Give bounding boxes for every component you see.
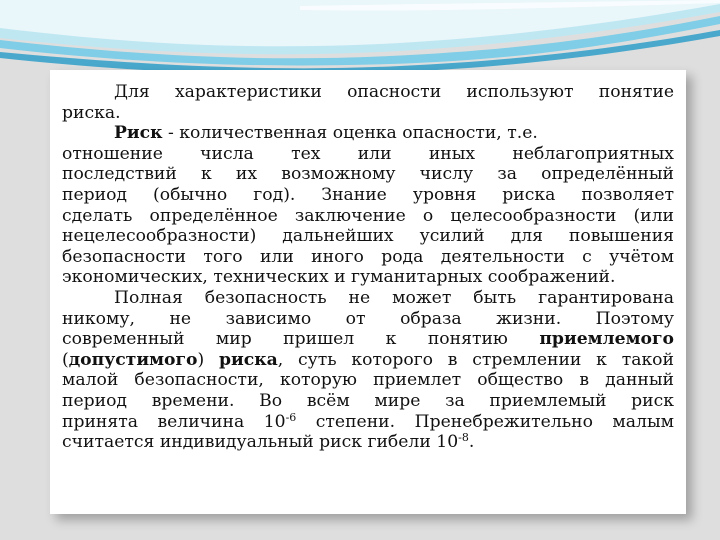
text-line: Для характеристики опасности используют понятие [114, 82, 674, 102]
text-line: нецелесообразности) дальнейших усилий для повышения [62, 226, 674, 247]
paragraph-3 [62, 288, 674, 453]
term-acceptable: приемлемого [539, 329, 674, 350]
exponent: -6 [285, 410, 297, 424]
text-line: риска. [62, 102, 121, 123]
text-line: современный мир пришел к понятию приемлемого [62, 329, 674, 350]
exponent: -8 [458, 431, 469, 445]
text-line: Полная безопасность не может быть гарантирована [114, 287, 674, 308]
term-risk-2: риска [218, 349, 278, 370]
text-line: последствий к их возможному числу за определённый [62, 164, 674, 185]
paragraph-1 [62, 82, 674, 123]
text-line: принята величина $10^{-6}$ степени. Пренебрежительно малым [62, 410, 674, 432]
header-wave-decoration [0, 0, 720, 80]
text-line: безопасности того или иного рода деятельности с учётом [62, 246, 674, 267]
term-risk: Риск [114, 123, 163, 144]
text-line: период времени. Во всём мире за приемлемый риск [62, 390, 674, 411]
paragraph-2 [62, 123, 674, 288]
text-line: экономических, технических и гуманитарных соображений. [62, 267, 616, 288]
text-line: период (обычно год). Знание уровня риска позволяет [62, 184, 674, 205]
text-line: считается индивидуальный риск гибели $10^{-8}$. [62, 431, 475, 453]
text-line: (допустимого) риска, суть которого в стремлении к такой [62, 349, 674, 370]
text-line: никому, не зависимо от образа жизни. Поэтому [62, 308, 674, 329]
term-permissible: допустимого [68, 349, 198, 370]
text-line: сделать определённое заключение о целесообразности (или [62, 205, 674, 226]
text-line: малой безопасности, которую приемлет общество в данный [62, 370, 674, 391]
text-line: Риск - количественная оценка опасности, т.е. [114, 123, 538, 144]
text-line: отношение числа тех или иных неблагоприятных [62, 143, 674, 164]
slide-text [62, 82, 674, 453]
